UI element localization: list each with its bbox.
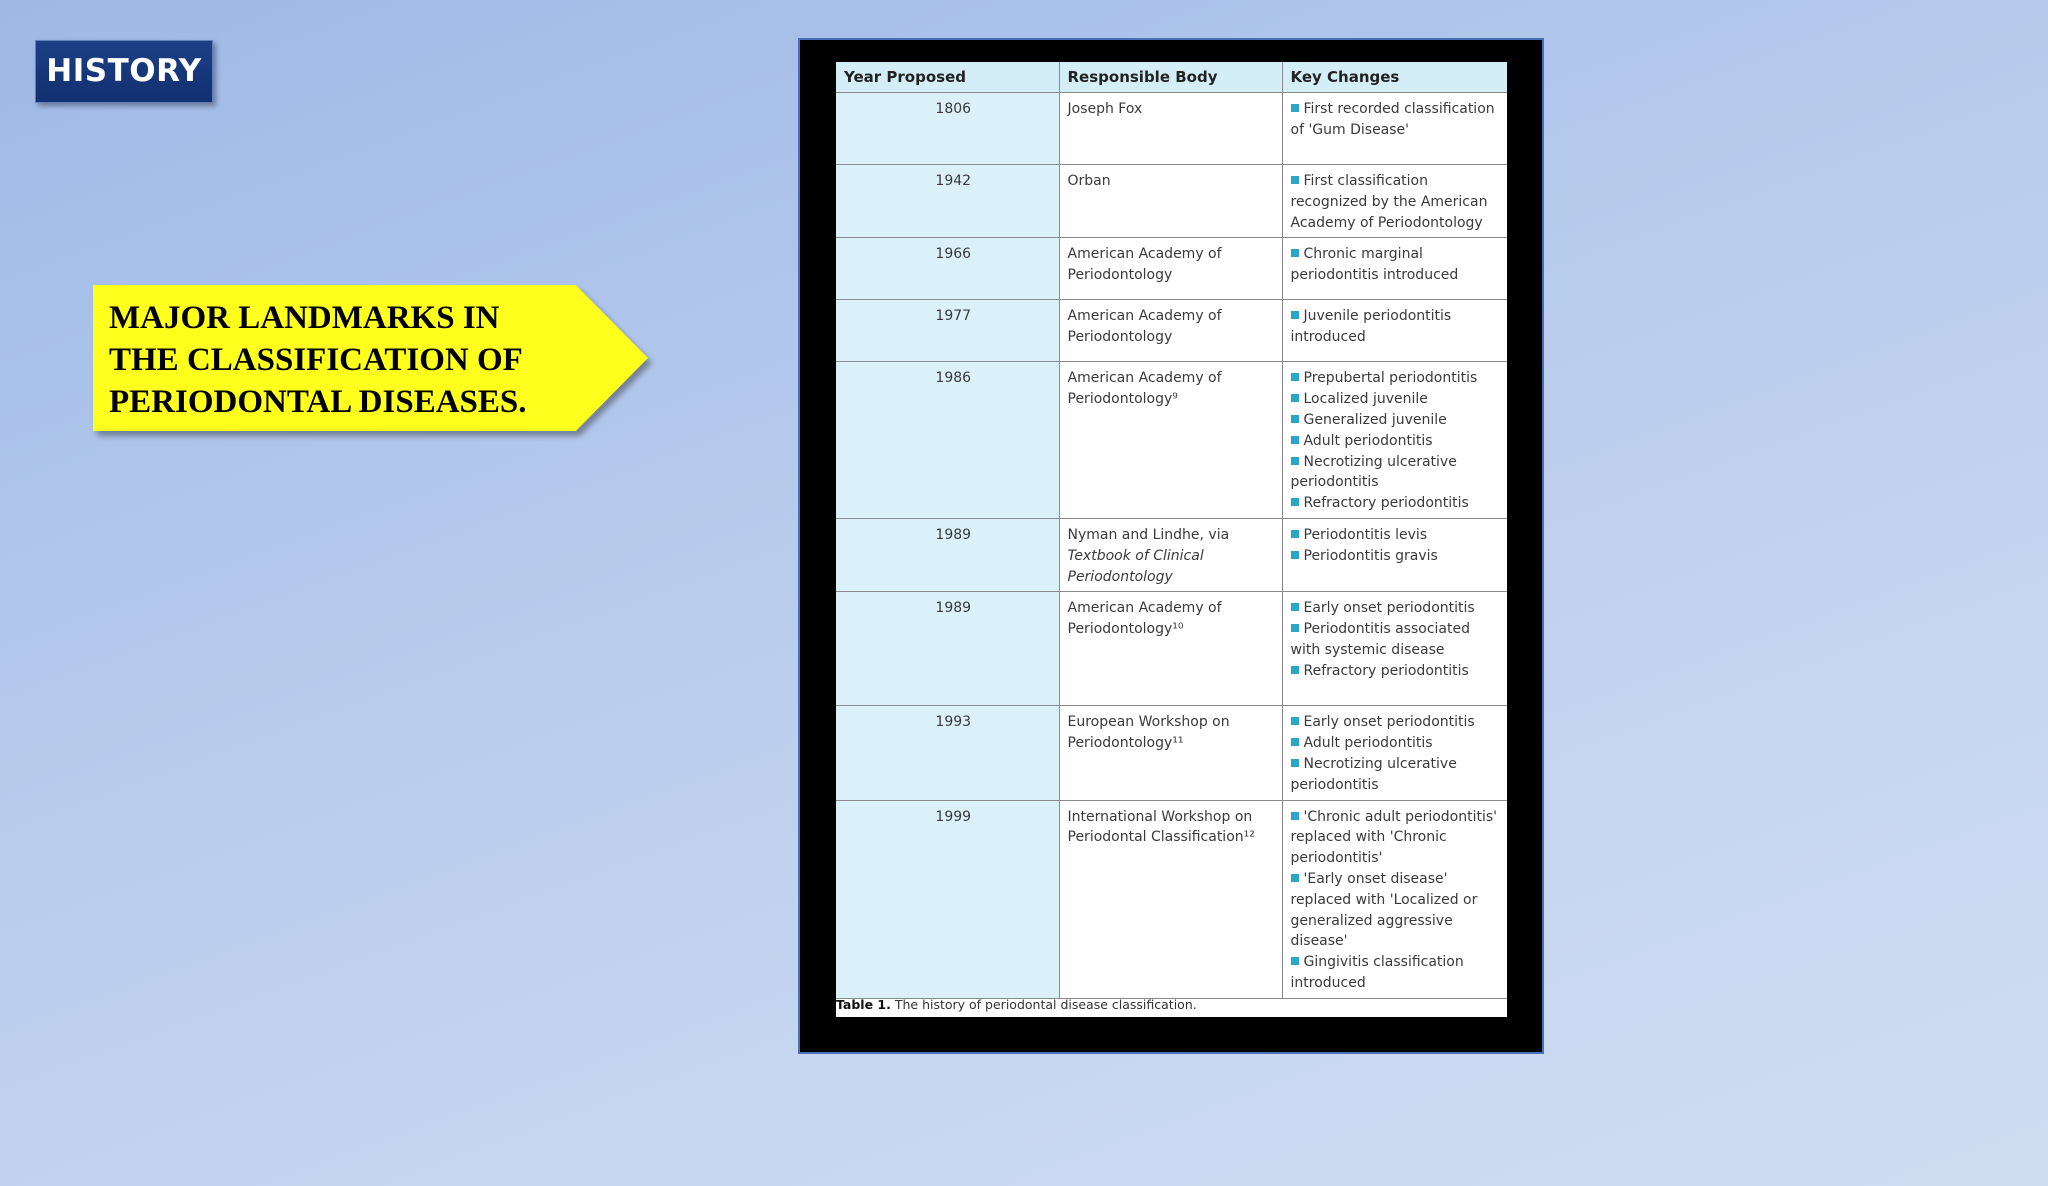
key-change-item <box>1291 712 1500 733</box>
key-change-item <box>1291 368 1500 389</box>
key-change-item <box>1291 619 1500 661</box>
table-row <box>836 518 1507 591</box>
classification-history-table <box>836 62 1507 999</box>
responsible-body-text: Orban <box>1067 173 1111 189</box>
key-change-text: Periodontitis levis <box>1303 526 1428 543</box>
key-change-text: Prepubertal periodontitis <box>1303 370 1478 387</box>
key-change-item <box>1291 171 1500 233</box>
table-image <box>836 62 1507 1017</box>
cell-responsible-body <box>1059 362 1282 519</box>
square-bullet-icon <box>1291 738 1299 746</box>
square-bullet-icon <box>1291 104 1299 112</box>
key-change-item <box>1291 389 1500 410</box>
cell-key-changes <box>1282 362 1507 519</box>
cell-responsible-body <box>1059 300 1282 362</box>
table-row <box>836 300 1507 362</box>
table-header-row <box>836 62 1507 93</box>
square-bullet-icon <box>1291 373 1299 381</box>
header-year: Year Proposed <box>836 62 1059 93</box>
caption-label: Table 1. <box>836 997 891 1012</box>
key-change-text: Refractory periodontitis <box>1303 495 1469 512</box>
key-change-item <box>1291 661 1500 682</box>
square-bullet-icon <box>1291 874 1299 882</box>
key-change-item <box>1291 493 1500 514</box>
cell-responsible-body <box>1059 93 1282 165</box>
square-bullet-icon <box>1291 717 1299 725</box>
table-row <box>836 93 1507 165</box>
key-change-item <box>1291 431 1500 452</box>
key-change-text: Localized juvenile <box>1303 391 1428 408</box>
table-row <box>836 592 1507 706</box>
square-bullet-icon <box>1291 415 1299 423</box>
responsible-body-text: American Academy of Periodontology <box>1067 308 1222 346</box>
table-row <box>836 165 1507 238</box>
key-change-item <box>1291 754 1500 796</box>
cell-key-changes <box>1282 592 1507 706</box>
square-bullet-icon <box>1291 759 1299 767</box>
table-row <box>836 800 1507 998</box>
cell-key-changes <box>1282 518 1507 591</box>
square-bullet-icon <box>1291 394 1299 402</box>
key-change-text: 'Chronic adult periodontitis' replaced with 'Chronic periodontitis' <box>1290 808 1498 867</box>
square-bullet-icon <box>1291 666 1299 674</box>
cell-year: 1999 <box>836 800 1059 998</box>
header-changes: Key Changes <box>1282 62 1507 93</box>
key-change-item <box>1291 306 1500 348</box>
key-change-text: Early onset periodontitis <box>1303 600 1475 617</box>
cell-responsible-body <box>1059 800 1282 998</box>
square-bullet-icon <box>1291 498 1299 506</box>
cell-year: 1986 <box>836 362 1059 519</box>
callout-text: MAJOR LANDMARKS IN THE CLASSIFICATION OF PERIODONTAL DISEASES. <box>109 300 527 420</box>
cell-key-changes <box>1282 93 1507 165</box>
key-change-text: Early onset periodontitis <box>1303 714 1475 731</box>
key-change-text: Juvenile periodontitis introduced <box>1290 308 1452 346</box>
key-change-text: Generalized juvenile <box>1303 411 1447 428</box>
key-change-item <box>1291 525 1500 546</box>
key-change-text: Necrotizing ulcerative periodontitis <box>1290 453 1457 491</box>
cell-key-changes <box>1282 165 1507 238</box>
responsible-body-text: American Academy of Periodontology⁹ <box>1067 370 1222 408</box>
key-change-item <box>1291 869 1500 952</box>
cell-responsible-body <box>1059 165 1282 238</box>
cell-responsible-body <box>1059 592 1282 706</box>
table-row <box>836 362 1507 519</box>
key-change-text: Adult periodontitis <box>1303 432 1433 449</box>
key-change-text: Refractory periodontitis <box>1303 662 1469 679</box>
cell-key-changes <box>1282 300 1507 362</box>
square-bullet-icon <box>1291 624 1299 632</box>
cell-responsible-body <box>1059 518 1282 591</box>
cell-key-changes <box>1282 800 1507 998</box>
landmarks-callout <box>93 285 648 431</box>
responsible-body-text: American Academy of Periodontology <box>1067 246 1222 284</box>
square-bullet-icon <box>1291 249 1299 257</box>
responsible-body-text: Joseph Fox <box>1067 101 1143 117</box>
table-body <box>836 93 1507 999</box>
key-change-item <box>1291 952 1500 994</box>
key-change-text: 'Early onset disease' replaced with 'Localized or generalized aggressive disease' <box>1290 870 1478 950</box>
square-bullet-icon <box>1291 176 1299 184</box>
key-change-text: Gingivitis classification introduced <box>1290 954 1464 991</box>
key-change-item <box>1291 99 1500 141</box>
key-change-item <box>1291 598 1500 619</box>
responsible-body-text: European Workshop on Periodontology¹¹ <box>1067 714 1230 752</box>
key-change-text: First recorded classification of 'Gum Disease' <box>1290 101 1495 138</box>
square-bullet-icon <box>1291 551 1299 559</box>
cell-year: 1806 <box>836 93 1059 165</box>
caption-text: The history of periodontal disease classification. <box>894 997 1197 1012</box>
square-bullet-icon <box>1291 603 1299 611</box>
key-change-text: Periodontitis associated with systemic disease <box>1290 621 1470 658</box>
cell-year: 1993 <box>836 706 1059 800</box>
responsible-body-text: American Academy of Periodontology¹⁰ <box>1067 600 1222 638</box>
square-bullet-icon <box>1291 457 1299 465</box>
key-change-text: Periodontitis gravis <box>1303 547 1438 564</box>
key-change-item <box>1291 410 1500 431</box>
responsible-body-text: International Workshop on Periodontal Classification¹² <box>1067 808 1255 846</box>
key-change-text: Necrotizing ulcerative periodontitis <box>1290 755 1457 793</box>
key-change-item <box>1291 452 1500 494</box>
cell-key-changes <box>1282 706 1507 800</box>
key-change-item <box>1291 807 1500 869</box>
key-change-item <box>1291 546 1500 567</box>
cell-responsible-body <box>1059 706 1282 800</box>
table-row <box>836 238 1507 300</box>
square-bullet-icon <box>1291 311 1299 319</box>
textbook-title: Textbook of Clinical Periodontology <box>1067 547 1204 585</box>
history-badge: HISTORY <box>35 40 213 103</box>
key-change-text: Chronic marginal periodontitis introduced <box>1290 246 1459 284</box>
cell-year: 1989 <box>836 592 1059 706</box>
key-change-text: Adult periodontitis <box>1303 735 1433 752</box>
square-bullet-icon <box>1291 436 1299 444</box>
square-bullet-icon <box>1291 530 1299 538</box>
square-bullet-icon <box>1291 957 1299 965</box>
cell-year: 1966 <box>836 238 1059 300</box>
table-row <box>836 706 1507 800</box>
cell-year: 1989 <box>836 518 1059 591</box>
key-change-text: First classification recognized by the American Academy of Periodontology <box>1290 173 1488 231</box>
cell-key-changes <box>1282 238 1507 300</box>
table-caption <box>836 997 1197 1012</box>
cell-year: 1977 <box>836 300 1059 362</box>
cell-year: 1942 <box>836 165 1059 238</box>
responsible-body-text: Nyman and Lindhe, via <box>1067 526 1230 543</box>
key-change-item <box>1291 733 1500 754</box>
header-body: Responsible Body <box>1059 62 1282 93</box>
key-change-item <box>1291 244 1500 286</box>
cell-responsible-body <box>1059 238 1282 300</box>
square-bullet-icon <box>1291 812 1299 820</box>
